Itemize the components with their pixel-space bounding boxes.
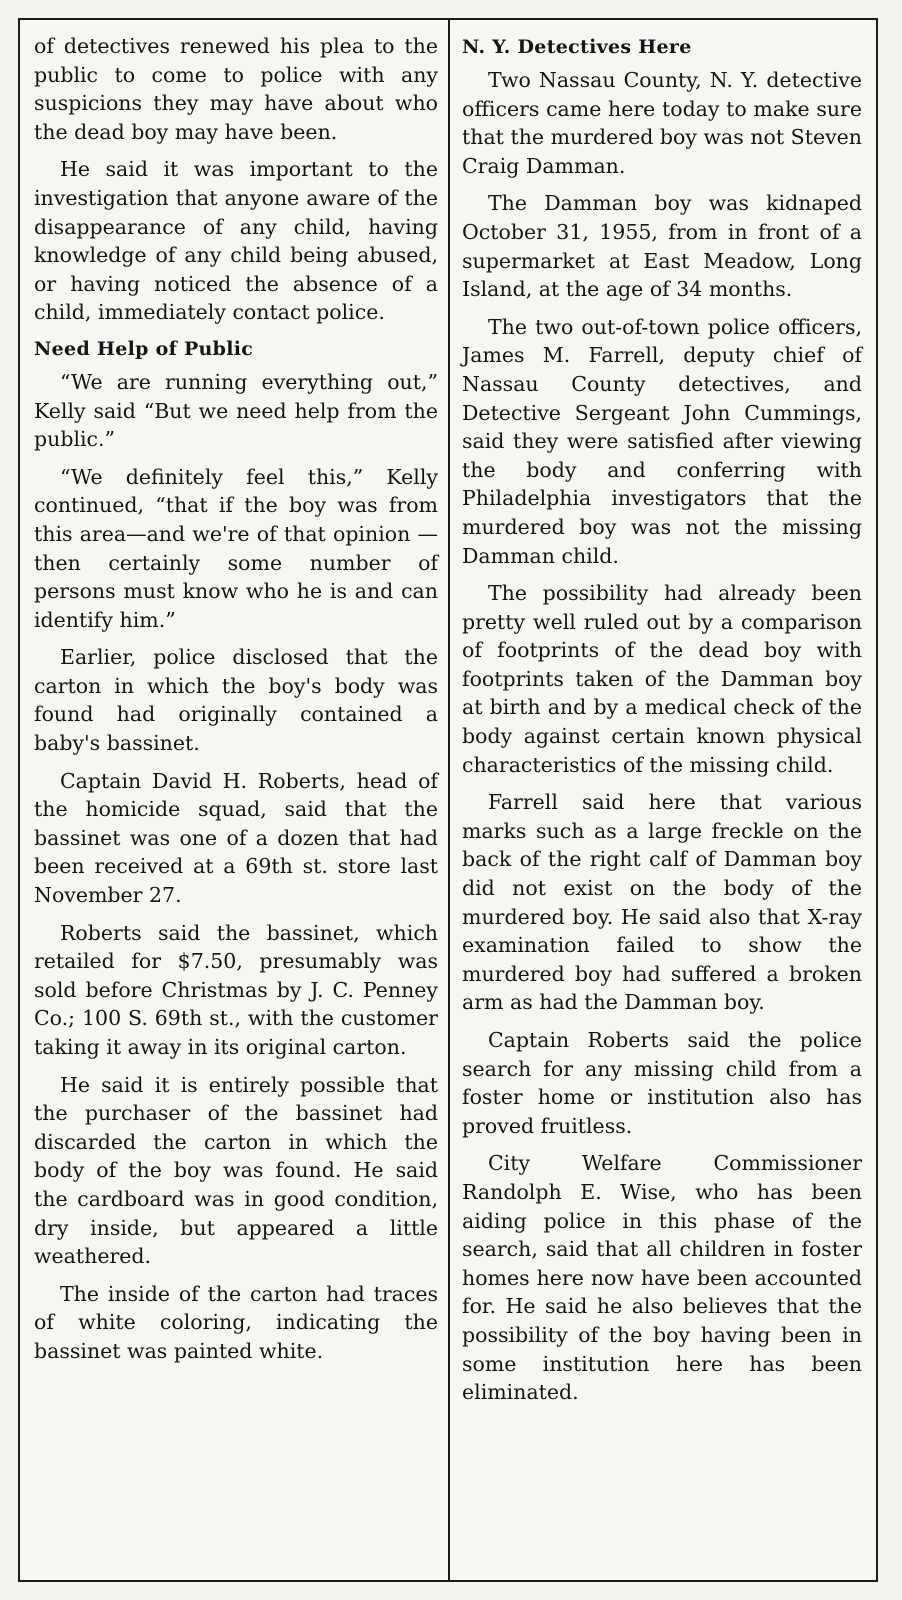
paragraph: The possibility had already been pretty well ruled out by a comparison of footprints of the dead boy with footprints taken of the Damman boy at birth and by a medical check of the body against certain known physical characteristics of the missing child. bbox=[462, 581, 862, 777]
newspaper-clipping bbox=[18, 18, 878, 1582]
paragraph: Two Nassau County, N. Y. detective officers came here today to make sure that the murdered boy was not Steven Craig Damman. bbox=[462, 68, 862, 178]
subheading: N. Y. Detectives Here bbox=[462, 36, 692, 58]
left-column bbox=[20, 20, 448, 1580]
paragraph: “We are running everything out,” Kelly said “But we need help from the public.” bbox=[34, 369, 438, 452]
paragraph: Farrell said here that various marks such as a large freckle on the back of the right calf of Damman boy did not exist on the body of the murdered boy. He said also that X-ray examination failed to show the murdered boy had suffered a broken arm as had the Damman boy. bbox=[462, 790, 862, 1015]
paragraph: Captain Roberts said the police search for any missing child from a foster home or institution also has proved fruitless. bbox=[462, 1028, 862, 1138]
paragraph: The inside of the carton had traces of white coloring, indicating the bassinet was painted white. bbox=[34, 1281, 438, 1363]
paragraph: City Welfare Commissioner Randolph E. Wise, who has been aiding police in this phase of the search, said that all children in foster homes here now have been accounted for. He said he also believes that the possibility of the boy having been in some institution here has been eliminated. bbox=[462, 1151, 862, 1405]
paragraph: Earlier, police disclosed that the carton in which the boy's body was found had originally contained a baby's bassinet. bbox=[34, 645, 438, 756]
subheading: Need Help of Public bbox=[34, 337, 254, 360]
paragraph: He said it was important to the investigation that anyone aware of the disappearance of any child, having knowledge of any child being abused, or having noticed the absence of a child, immediately contact police. bbox=[34, 157, 438, 325]
paragraph: The Damman boy was kidnaped October 31, 1955, from in front of a supermarket at East Meadow, Long Island, at the age of 34 months. bbox=[462, 191, 862, 302]
right-column bbox=[450, 20, 876, 1580]
paragraph: Roberts said the bassinet, which retailed for $7.50, presumably was sold before Christmas by J. C. Penney Co.; 100 S. 69th st., with the customer taking it away in its original carton. bbox=[34, 920, 438, 1059]
paragraph: “We definitely feel this,” Kelly continued, “that if the boy was from this area—and we're of that opinion — then certainly some number of persons must know who he is and can identify him.” bbox=[34, 464, 438, 632]
paragraph: He said it is entirely possible that the purchaser of the bassinet had discarded the carton in which the body of the boy was found. He said the cardboard was in good condition, dry inside, but appeared a little weathered. bbox=[34, 1072, 438, 1269]
paragraph: Captain David H. Roberts, head of the homicide squad, said that the bassinet was one of a dozen that had been received at a 69th st. store last November 27. bbox=[34, 768, 438, 908]
paragraph: of detectives renewed his plea to the public to come to police with any suspicions they may have about who the dead boy may have been. bbox=[34, 34, 438, 144]
paragraph: The two out-of-town police officers, James M. Farrell, deputy chief of Nassau County detectives, and Detective Sergeant John Cummings, said they were satisfied after viewing the body and conferring with Philadelphia investigators that the murdered boy was not the missing Damman child. bbox=[462, 314, 862, 568]
